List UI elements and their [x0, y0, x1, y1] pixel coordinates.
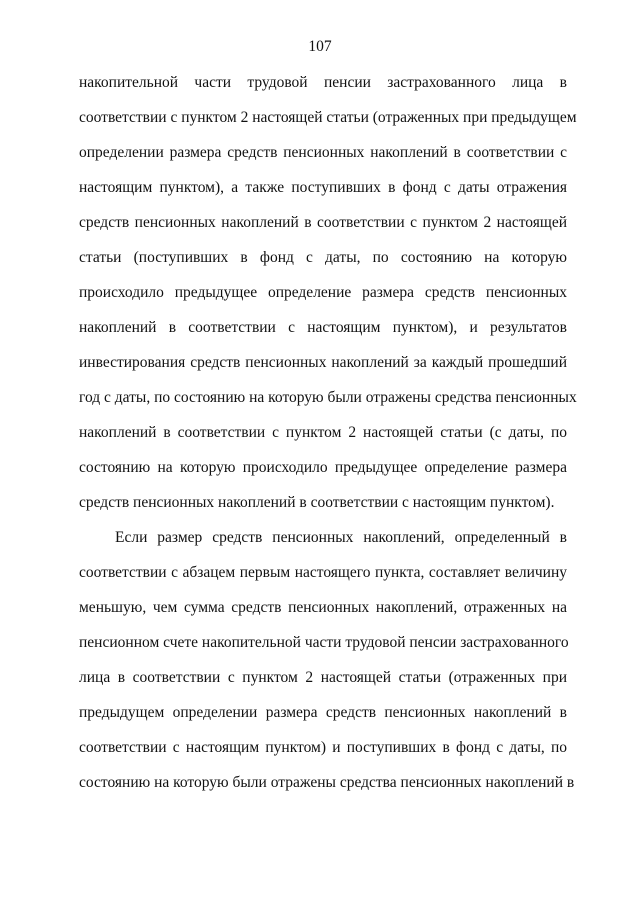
text-line: накоплений в соответствии с настоящим пунктом), и результатов [79, 319, 567, 336]
page-number: 107 [308, 38, 332, 55]
text-line: соответствии с настоящим пунктом) и поступивших в фонд с даты, по [79, 739, 567, 756]
text-line: соответствии с пунктом 2 настоящей статьи (отраженных при предыдущем [79, 109, 577, 126]
text-line: пенсионном счете накопительной части трудовой пенсии застрахованного [79, 634, 569, 651]
text-line: год с даты, по состоянию на которую были отражены средства пенсионных [79, 389, 577, 406]
text-line: происходило предыдущее определение размера средств пенсионных [79, 284, 567, 301]
text-line: настоящим пунктом), а также поступивших в фонд с даты отражения [79, 179, 567, 196]
text-line: состоянию на которую происходило предыдущее определение размера [79, 459, 567, 476]
text-line: предыдущем определении размера средств пенсионных накоплений в [79, 704, 567, 721]
text-line: лица в соответствии с пунктом 2 настоящей статьи (отраженных при [79, 669, 567, 686]
text-line: статьи (поступивших в фонд с даты, по состоянию на которую [79, 249, 567, 266]
text-line: Если размер средств пенсионных накоплений, определенный в [115, 529, 567, 546]
text-line: накоплений в соответствии с пунктом 2 настоящей статьи (с даты, по [79, 424, 567, 441]
text-line: определении размера средств пенсионных накоплений в соответствии с [79, 144, 567, 161]
text-line: средств пенсионных накоплений в соответствии с пунктом 2 настоящей [79, 214, 567, 231]
text-line: накопительной части трудовой пенсии застрахованного лица в [79, 74, 567, 91]
text-line: состоянию на которую были отражены средства пенсионных накоплений в [79, 774, 575, 791]
text-line: инвестирования средств пенсионных накоплений за каждый прошедший [79, 354, 567, 371]
text-line: меньшую, чем сумма средств пенсионных накоплений, отраженных на [79, 599, 567, 616]
text-line: соответствии с абзацем первым настоящего пункта, составляет величину [79, 564, 567, 581]
text-line: средств пенсионных накоплений в соответствии с настоящим пунктом). [79, 494, 555, 511]
